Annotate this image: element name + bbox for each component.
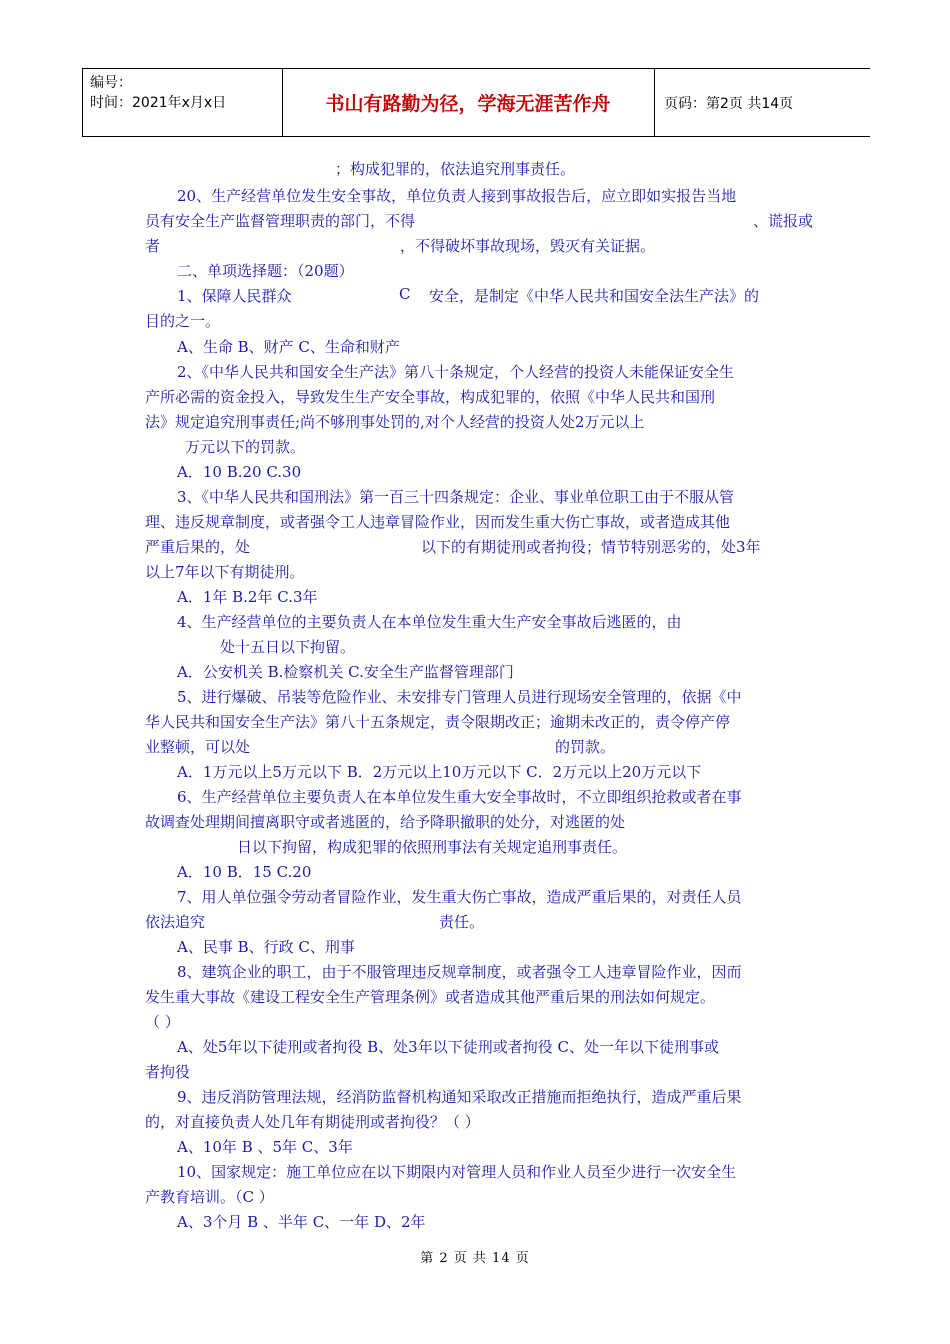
text-line: 者 — [145, 237, 161, 255]
option-line: A．10 B.20 C.30 — [177, 463, 302, 481]
text-line: 处十五日以下拘留。 — [220, 638, 356, 656]
text-line: ；构成犯罪的，依法追究刑事责任。 — [335, 160, 576, 178]
text-line: 4、生产经营单位的主要负责人在本单位发生重大生产安全事故后逃匿的，由 — [177, 613, 682, 631]
text-line: 8、建筑企业的职工，由于不服管理违反规章制度，或者强令工人违章冒险作业，因而 — [177, 963, 742, 981]
text-line: 2、《中华人民共和国安全生产法》第八十条规定，个人经营的投资人未能保证安全生 — [177, 363, 735, 381]
text-line: 业整顿，可以处 — [145, 738, 251, 756]
text-line: 员有安全生产监督管理职责的部门，不得 — [145, 212, 416, 230]
text-line: 严重后果的，处 — [145, 538, 251, 556]
text-line: 6、生产经营单位主要负责人在本单位发生重大安全事故时，不立即组织抢救或者在事 — [177, 788, 742, 806]
text-line: 、谎报或 — [753, 212, 814, 230]
option-line: A、民事 B、行政 C、刑事 — [177, 938, 355, 956]
section-heading: 二、单项选择题：（20题） — [177, 262, 354, 280]
text-line: 目的之一。 — [145, 312, 221, 330]
text-line: 10、国家规定：施工单位应在以下期限内对管理人员和作业人员至少进行一次安全生 — [177, 1163, 737, 1181]
text-line: 故调查处理期间擅离职守或者逃匿的，给予降职撤职的处分，对逃匿的处 — [145, 813, 626, 831]
text-line: 华人民共和国安全生产法》第八十五条规定，责令限期改正；逾期未改正的，责令停产停 — [145, 713, 731, 731]
text-line: 5、进行爆破、吊装等危险作业、未安排专门管理人员进行现场安全管理的，依据《中 — [177, 688, 742, 706]
text-line: 法》规定追究刑事责任;尚不够刑事处罚的,对个人经营的投资人处2万元以上 — [145, 413, 645, 431]
text-line: 1、保障人民群众 — [177, 287, 292, 305]
option-line: A、3个月 B 、半年 C、一年 D、2年 — [177, 1213, 426, 1231]
header-motto: 书山有路勤为径，学海无涯苦作舟 — [325, 93, 611, 115]
text-line: 以下的有期徒刑或者拘役；情节特别恶劣的，处3年 — [421, 538, 761, 556]
header-meta — [90, 73, 226, 113]
text-line: 20、生产经营单位发生安全事故，单位负责人接到事故报告后，应立即如实报告当地 — [177, 187, 737, 205]
answer-text: C — [399, 285, 411, 303]
header-page-info: 页码：第2页 共14页 — [664, 95, 794, 112]
text-line: （ ） — [145, 1013, 180, 1031]
option-line: A．10 B．15 C.20 — [177, 863, 312, 881]
text-line: 安全，是制定《中华人民共和国安全法生产法》的 — [429, 287, 760, 305]
page-header — [82, 68, 870, 137]
text-line: 依法追究 — [145, 913, 206, 931]
text-line: 以上7年以下有期徒刑。 — [145, 563, 305, 581]
page-footer: 第 2 页 共 14 页 — [420, 1251, 530, 1266]
text-line: 7、用人单位强令劳动者冒险作业，发生重大伤亡事故，造成严重后果的，对责任人员 — [177, 888, 742, 906]
text-line: 日以下拘留，构成犯罪的依照刑事法有关规定追刑事责任。 — [237, 838, 628, 856]
text-line: ，不得破坏事故现场，毁灭有关证据。 — [400, 237, 656, 255]
text-line: 责任。 — [439, 913, 485, 931]
document-code-label: 编号： — [90, 75, 132, 91]
option-line: A．1万元以上5万元以下 B．2万元以上10万元以下 C．2万元以上20万元以下 — [177, 763, 702, 781]
text-line: 产所必需的资金投入，导致发生生产安全事故，构成犯罪的，依照《中华人民共和国刑 — [145, 388, 716, 406]
option-line: A、生命 B、财产 C、生命和财产 — [177, 338, 400, 356]
text-line: 者拘役 — [145, 1063, 191, 1081]
text-line: 9、违反消防管理法规，经消防监督机构通知采取改正措施而拒绝执行，造成严重后果 — [177, 1088, 742, 1106]
text-line: 的，对直接负责人处几年有期徒刑或者拘役？（ ） — [145, 1113, 480, 1131]
text-line: 的罚款。 — [555, 738, 616, 756]
document-time-label: 时间：2021年x月x日 — [90, 95, 227, 111]
option-line: A、10年 B 、5年 C、3年 — [177, 1138, 353, 1156]
text-line: 发生重大事故《建设工程安全生产管理条例》或者造成其他严重后果的刑法如何规定。 — [145, 988, 716, 1006]
option-line: A．公安机关 B.检察机关 C.安全生产监督管理部门 — [177, 663, 514, 681]
text-line: 万元以下的罚款。 — [185, 438, 306, 456]
text-line: 理、违反规章制度，或者强令工人违章冒险作业，因而发生重大伤亡事故，或者造成其他 — [145, 513, 731, 531]
text-line: 产教育培训。（C ） — [145, 1188, 274, 1206]
text-line: 3、《中华人民共和国刑法》第一百三十四条规定：企业、事业单位职工由于不服从管 — [177, 488, 735, 506]
option-line: A、处5年以下徒刑或者拘役 B、处3年以下徒刑或者拘役 C、处一年以下徒刑事或 — [177, 1038, 719, 1056]
option-line: A．1年 B.2年 C.3年 — [177, 588, 318, 606]
